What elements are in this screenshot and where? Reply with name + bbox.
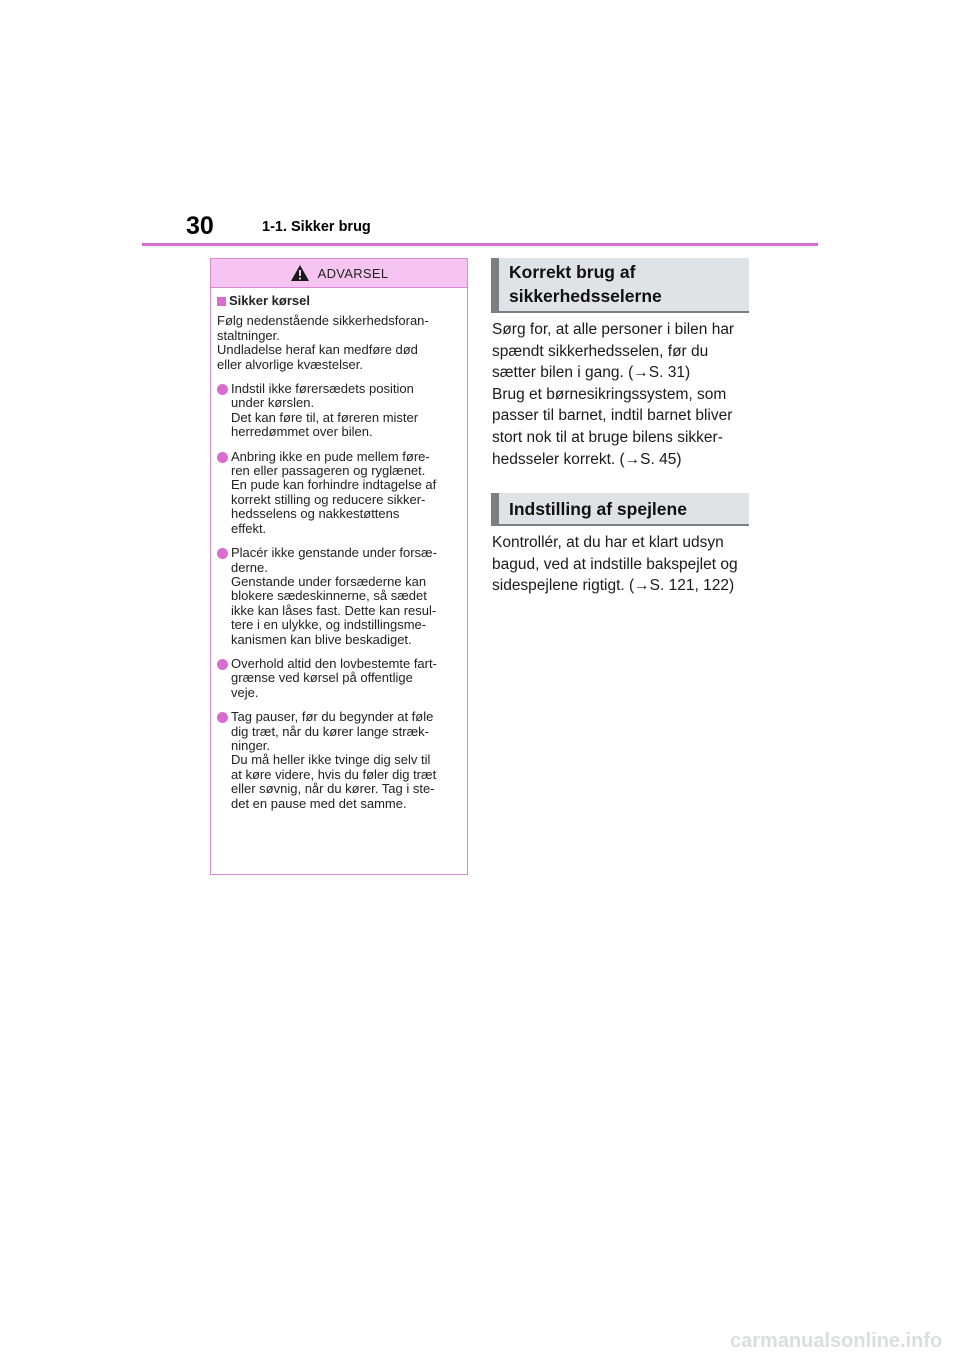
warning-body — [211, 288, 467, 811]
bullet-line: Placér ikke genstande under forsæ- — [231, 545, 437, 561]
bullet-line: korrekt stilling og reducere sikker- — [231, 491, 426, 507]
paragraph-line: hedsseler korrekt. (→S. 45) — [492, 450, 682, 468]
paragraph-line: bagud, ved at indstille bakspejlet og — [492, 555, 738, 573]
warning-subheading-text: Sikker kørsel — [229, 293, 310, 308]
bullet-line: Du må heller ikke tvinge dig selv til — [231, 752, 431, 768]
bullet-line: ikke kan låses fast. Dette kan resul- — [231, 602, 437, 618]
warning-header — [211, 259, 467, 288]
heading-line: Indstilling af spejlene — [509, 499, 687, 519]
circle-bullet-icon — [217, 384, 228, 395]
bullet-line: En pude kan forhindre indtagelse af — [231, 477, 437, 493]
warning-bullet — [217, 546, 461, 647]
bullet-line: kanismen kan blive beskadiget. — [231, 631, 412, 647]
heading-line: sikkerhedsselerne — [509, 286, 662, 306]
bullet-line: Overhold altid den lovbestemte fart- — [231, 655, 437, 671]
circle-bullet-icon — [217, 452, 228, 463]
intro-line: Følg nedenstående sikkerhedsforan- — [217, 313, 429, 329]
circle-bullet-icon — [217, 548, 228, 559]
header-rule — [142, 243, 818, 246]
intro-line: eller alvorlige kvæstelser. — [217, 356, 363, 372]
bullet-line: Det kan føre til, at føreren mister — [231, 409, 419, 425]
warning-triangle-icon — [290, 264, 310, 282]
paragraph-seatbelts — [492, 319, 762, 470]
paragraph-mirrors — [492, 532, 762, 597]
intro-line: Undladelse heraf kan medføre død — [217, 342, 418, 358]
paragraph-line: sætter bilen i gang. (→S. 31) — [492, 364, 691, 382]
bullet-line: det en pause med det samme. — [231, 795, 407, 811]
warning-bullet — [217, 382, 461, 440]
bullet-line: eller søvnig, når du kører. Tag i ste- — [231, 781, 435, 797]
bullet-line: Indstil ikke førersædets position — [231, 381, 414, 397]
bullet-line: hedsselens og nakkestøttens — [231, 506, 400, 522]
paragraph-line: Kontrollér, at du har et klart udsyn — [492, 534, 724, 551]
bullet-line: effekt. — [231, 520, 267, 536]
heading-line: Korrekt brug af — [509, 262, 636, 282]
paragraph-line: passer til barnet, indtil barnet bliver — [492, 407, 733, 425]
paragraph-line: stort nok til at bruge bilens sikker- — [492, 428, 723, 446]
page-number: 30 — [186, 212, 214, 240]
paragraph-line: Brug et børnesikringssystem, som — [492, 385, 727, 403]
bullet-line: herredømmet over bilen. — [231, 424, 373, 440]
bullet-line: ren eller passageren og ryglænet. — [231, 463, 426, 479]
bullet-line: at køre videre, hvis du føler dig træt — [231, 766, 437, 782]
bullet-line: Tag pauser, før du begynder at føle — [231, 709, 434, 725]
section-title: 1-1. Sikker brug — [262, 219, 371, 235]
warning-title: ADVARSEL — [317, 265, 389, 281]
paragraph-line: spændt sikkerhedsselen, før du — [492, 342, 709, 360]
bullet-line: veje. — [231, 684, 259, 700]
bullet-line: dig træt, når du kører lange stræk- — [231, 723, 429, 739]
warning-box — [210, 258, 468, 875]
bullet-line: blokere sædeskinnerne, så sædet — [231, 588, 427, 604]
watermark-logo — [730, 1326, 955, 1354]
warning-bullet — [217, 657, 461, 700]
warning-intro — [217, 314, 461, 372]
bullet-line: tere i en ulykke, og indstillingsme- — [231, 617, 427, 633]
warning-bullet — [217, 450, 461, 536]
watermark-text: carmanualsonline.info — [730, 1330, 943, 1352]
bullet-line: grænse ved kørsel på offentlige — [231, 670, 413, 686]
paragraph-line: Sørg for, at alle personer i bilen har — [492, 321, 735, 338]
bullet-line: Anbring ikke en pude mellem føre- — [231, 448, 430, 464]
heading-mirrors — [491, 493, 749, 526]
warning-bullet — [217, 710, 461, 811]
heading-seatbelts — [491, 258, 749, 313]
bullet-line: under kørslen. — [231, 395, 315, 411]
bullet-line: derne. — [231, 559, 268, 575]
bullet-line: Genstande under forsæderne kan — [231, 573, 427, 589]
square-bullet-icon — [217, 297, 226, 306]
intro-line: staltninger. — [217, 327, 280, 343]
circle-bullet-icon — [217, 712, 228, 723]
bullet-line: ninger. — [231, 737, 271, 753]
warning-subheading — [217, 294, 461, 308]
paragraph-line: sidespejlene rigtigt. (→S. 121, 122) — [492, 577, 735, 595]
circle-bullet-icon — [217, 659, 228, 670]
